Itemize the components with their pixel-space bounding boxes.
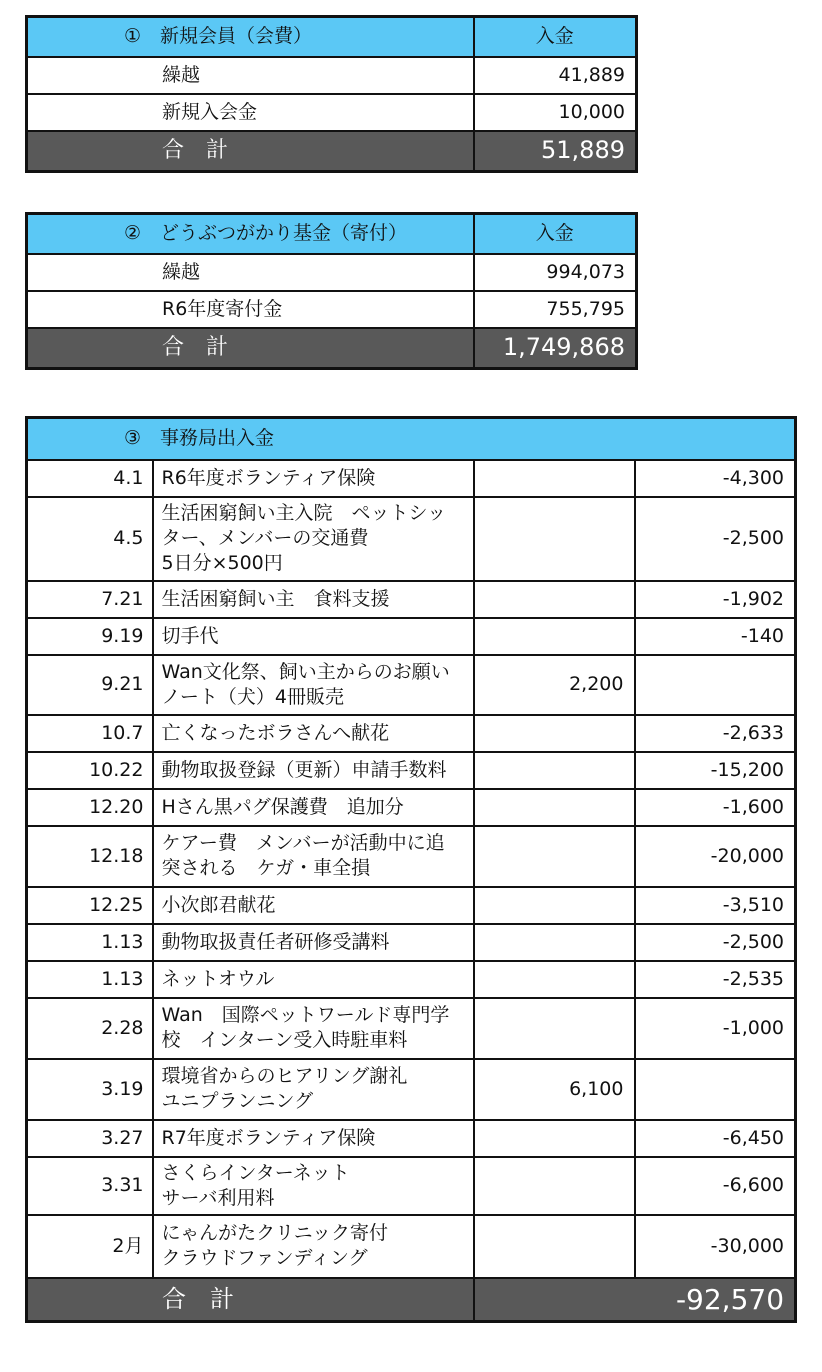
ledger-income: [474, 826, 635, 887]
total-label: 合 計: [27, 1278, 474, 1322]
ledger-row: [27, 924, 796, 961]
ledger-date: 3.31: [27, 1157, 153, 1215]
ledger-date: 4.1: [27, 460, 153, 497]
total-label: 合 計: [27, 131, 474, 172]
ledger-income: [474, 497, 635, 581]
ledger-description: Wan 国際ペットワールド専門学校 インターン受入時駐車料: [153, 998, 474, 1059]
ledger-expense: -3,510: [635, 887, 796, 924]
section-marker: ③: [124, 427, 142, 450]
ledger-income: 2,200: [474, 655, 635, 715]
section-marker: ②: [124, 222, 142, 245]
column-header-deposit: 入金: [474, 17, 637, 57]
ledger-income: [474, 998, 635, 1059]
total-row: [27, 1278, 796, 1322]
table-row: [27, 291, 637, 328]
section-title-text: どうぶつがかり基金（寄付）: [160, 222, 408, 245]
ledger-description: 亡くなったボラさんへ献花: [153, 715, 474, 752]
row-amount: 41,889: [474, 57, 637, 94]
ledger-description: Wan文化祭、飼い主からのお願いノート（犬）4冊販売: [153, 655, 474, 715]
ledger-income: [474, 789, 635, 826]
ledger-income: [474, 1120, 635, 1157]
ledger-row: [27, 581, 796, 618]
ledger-description: にゃんがたクリニック寄付 クラウドファンディング: [153, 1215, 474, 1278]
ledger-description: 切手代: [153, 618, 474, 655]
table-header-row: [27, 17, 637, 57]
ledger-date: 1.13: [27, 924, 153, 961]
animal-fund-table: [25, 212, 638, 370]
ledger-income: [474, 460, 635, 497]
ledger-expense: -2,500: [635, 924, 796, 961]
ledger-income: 6,100: [474, 1059, 635, 1120]
row-amount: 10,000: [474, 94, 637, 131]
row-label: 新規入会金: [27, 94, 474, 131]
total-row: [27, 328, 637, 369]
table-row: [27, 94, 637, 131]
ledger-date: 3.27: [27, 1120, 153, 1157]
ledger-row: [27, 752, 796, 789]
ledger-row: [27, 887, 796, 924]
ledger-expense: [635, 1059, 796, 1120]
row-label: 繰越: [27, 57, 474, 94]
table-header-row: [27, 214, 637, 254]
section-title: [27, 214, 474, 254]
ledger-description: R7年度ボランティア保険: [153, 1120, 474, 1157]
ledger-description: Hさん黒パグ保護費 追加分: [153, 789, 474, 826]
ledger-date: 12.18: [27, 826, 153, 887]
ledger-row: [27, 826, 796, 887]
row-label: R6年度寄付金: [27, 291, 474, 328]
ledger-income: [474, 924, 635, 961]
ledger-row: [27, 460, 796, 497]
ledger-expense: [635, 655, 796, 715]
ledger-expense: -1,600: [635, 789, 796, 826]
ledger-description: さくらインターネット サーバ利用料: [153, 1157, 474, 1215]
ledger-date: 2月: [27, 1215, 153, 1278]
ledger-description: 生活困窮飼い主 食料支援: [153, 581, 474, 618]
ledger-expense: -1,000: [635, 998, 796, 1059]
ledger-expense: -30,000: [635, 1215, 796, 1278]
ledger-expense: -2,535: [635, 961, 796, 998]
new-members-table: [25, 15, 638, 173]
total-label: 合 計: [27, 328, 474, 369]
section-title-text: 新規会員（会費）: [160, 25, 313, 48]
total-row: [27, 131, 637, 172]
section-title-text: 事務局出入金: [160, 427, 275, 450]
ledger-description: 環境省からのヒアリング謝礼 ユニプランニング: [153, 1059, 474, 1120]
ledger-date: 1.13: [27, 961, 153, 998]
table-header-row: [27, 418, 796, 460]
ledger-expense: -20,000: [635, 826, 796, 887]
ledger-expense: -6,450: [635, 1120, 796, 1157]
ledger-row: [27, 1120, 796, 1157]
ledger-description: 小次郎君献花: [153, 887, 474, 924]
ledger-income: [474, 618, 635, 655]
ledger-date: 4.5: [27, 497, 153, 581]
section-title: [27, 17, 474, 57]
ledger-row: [27, 715, 796, 752]
table-row: [27, 254, 637, 291]
ledger-date: 9.21: [27, 655, 153, 715]
ledger-income: [474, 887, 635, 924]
ledger-row: [27, 789, 796, 826]
ledger-expense: -6,600: [635, 1157, 796, 1215]
ledger-expense: -15,200: [635, 752, 796, 789]
ledger-expense: -140: [635, 618, 796, 655]
ledger-date: 9.19: [27, 618, 153, 655]
ledger-row: [27, 1157, 796, 1215]
row-amount: 755,795: [474, 291, 637, 328]
ledger-income: [474, 715, 635, 752]
ledger-description: R6年度ボランティア保険: [153, 460, 474, 497]
ledger-income: [474, 1215, 635, 1278]
total-amount: 51,889: [474, 131, 637, 172]
ledger-date: 10.22: [27, 752, 153, 789]
ledger-expense: -4,300: [635, 460, 796, 497]
ledger-expense: -2,500: [635, 497, 796, 581]
section-title: [27, 418, 796, 460]
ledger-description: 動物取扱登録（更新）申請手数料: [153, 752, 474, 789]
column-header-deposit: 入金: [474, 214, 637, 254]
table-row: [27, 57, 637, 94]
row-amount: 994,073: [474, 254, 637, 291]
ledger-description: ケアー費 メンバーが活動中に追突される ケガ・車全損: [153, 826, 474, 887]
ledger-row: [27, 998, 796, 1059]
office-ledger-table: [25, 416, 797, 1323]
ledger-row: [27, 618, 796, 655]
total-amount: -92,570: [474, 1278, 796, 1322]
ledger-row: [27, 961, 796, 998]
ledger-date: 12.20: [27, 789, 153, 826]
ledger-row: [27, 1215, 796, 1278]
ledger-date: 7.21: [27, 581, 153, 618]
ledger-income: [474, 1157, 635, 1215]
row-label: 繰越: [27, 254, 474, 291]
total-amount: 1,749,868: [474, 328, 637, 369]
ledger-date: 12.25: [27, 887, 153, 924]
ledger-description: 動物取扱責任者研修受講料: [153, 924, 474, 961]
ledger-description: ネットオウル: [153, 961, 474, 998]
ledger-description: 生活困窮飼い主入院 ペットシッター、メンバーの交通費 5日分×500円: [153, 497, 474, 581]
ledger-date: 10.7: [27, 715, 153, 752]
ledger-row: [27, 655, 796, 715]
ledger-row: [27, 1059, 796, 1120]
ledger-expense: -1,902: [635, 581, 796, 618]
ledger-date: 2.28: [27, 998, 153, 1059]
ledger-date: 3.19: [27, 1059, 153, 1120]
ledger-income: [474, 581, 635, 618]
ledger-income: [474, 752, 635, 789]
section-marker: ①: [124, 25, 142, 48]
ledger-income: [474, 961, 635, 998]
ledger-expense: -2,633: [635, 715, 796, 752]
ledger-row: [27, 497, 796, 581]
